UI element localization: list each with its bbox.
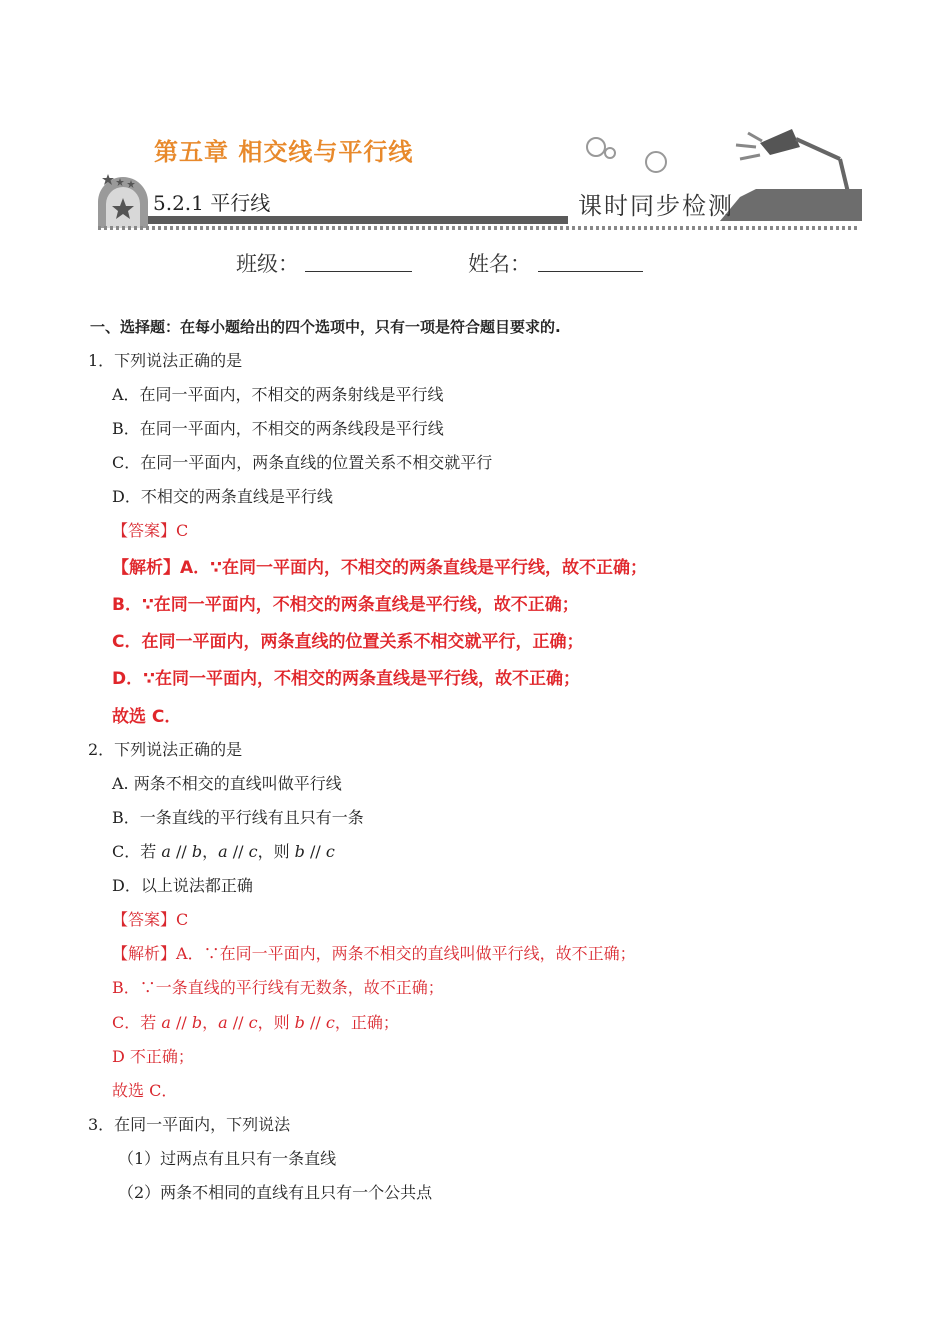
answer-value: C xyxy=(176,521,189,540)
analysis-tag: 【解析】 xyxy=(112,558,180,578)
q2-option-d: D．以上说法都正确 xyxy=(112,876,253,895)
answer-value: C xyxy=(176,910,189,929)
answer-tag: 【答案】 xyxy=(112,521,177,540)
q1-answer xyxy=(112,518,188,541)
header-bar xyxy=(148,216,568,224)
q1-stem: 1．下列说法正确的是 xyxy=(88,351,243,370)
q2-conclusion: 故选 C． xyxy=(112,1081,178,1100)
section-heading: 一、选择题：在每小题给出的四个选项中，只有一项是符合题目要求的. xyxy=(90,318,561,336)
q1-option-d: D．不相交的两条直线是平行线 xyxy=(112,487,333,506)
q2-option-c: C．若 a // b，a // c，则 b // c xyxy=(112,842,335,861)
q2-analysis-b: B．∵一条直线的平行线有无数条，故不正确； xyxy=(112,978,444,997)
name-field[interactable] xyxy=(538,271,643,272)
q3-stem: 3．在同一平面内，下列说法 xyxy=(88,1115,291,1134)
q1-option-c: C．在同一平面内，两条直线的位置关系不相交就平行 xyxy=(112,453,493,472)
class-label: 班级： xyxy=(236,252,299,276)
q1-conclusion: 故选 C． xyxy=(112,707,182,727)
q2-stem: 2．下列说法正确的是 xyxy=(88,740,243,759)
answer-tag: 【答案】 xyxy=(112,910,177,929)
analysis-tag: 【解析】 xyxy=(112,944,177,963)
q1-option-a: A．在同一平面内，不相交的两条射线是平行线 xyxy=(112,385,444,404)
q1-option-b: B．在同一平面内，不相交的两条线段是平行线 xyxy=(112,419,444,438)
q1-analysis-a xyxy=(112,553,647,578)
q2-option-b: B．一条直线的平行线有且只有一条 xyxy=(112,808,364,827)
star-emblem-icon xyxy=(94,172,152,230)
q2-analysis-d: D 不正确； xyxy=(112,1047,194,1066)
q2-analysis-c: C．若 a // b，a // c，则 b // c，正确； xyxy=(112,1013,399,1032)
analysis-text: A．∵在同一平面内，两条不相交的直线叫做平行线，故不正确； xyxy=(176,944,636,963)
series-label: 课时同步检测 xyxy=(578,192,734,220)
class-field[interactable] xyxy=(305,271,412,272)
q1-analysis-b: B．∵在同一平面内，不相交的两条直线是平行线，故不正确； xyxy=(112,595,579,615)
section-title: 5.2.1 平行线 xyxy=(153,191,271,215)
header-divider xyxy=(98,226,858,230)
name-label: 姓名： xyxy=(468,252,531,276)
q2-analysis-a xyxy=(112,941,636,964)
q1-analysis-c: C．在同一平面内，两条直线的位置关系不相交就平行，正确； xyxy=(112,632,584,652)
q3-item-2: （2）两条不相同的直线有且只有一个公共点 xyxy=(118,1183,433,1202)
q3-item-1: （1）过两点有且只有一条直线 xyxy=(118,1149,337,1168)
q2-answer xyxy=(112,907,188,930)
q1-analysis-d: D．∵在同一平面内，不相交的两条直线是平行线，故不正确； xyxy=(112,669,580,689)
analysis-text: A．∵在同一平面内，不相交的两条直线是平行线，故不正确； xyxy=(180,558,647,578)
q2-option-a: A. 两条不相交的直线叫做平行线 xyxy=(112,774,342,793)
chapter-title: 第五章 相交线与平行线 xyxy=(154,138,414,166)
